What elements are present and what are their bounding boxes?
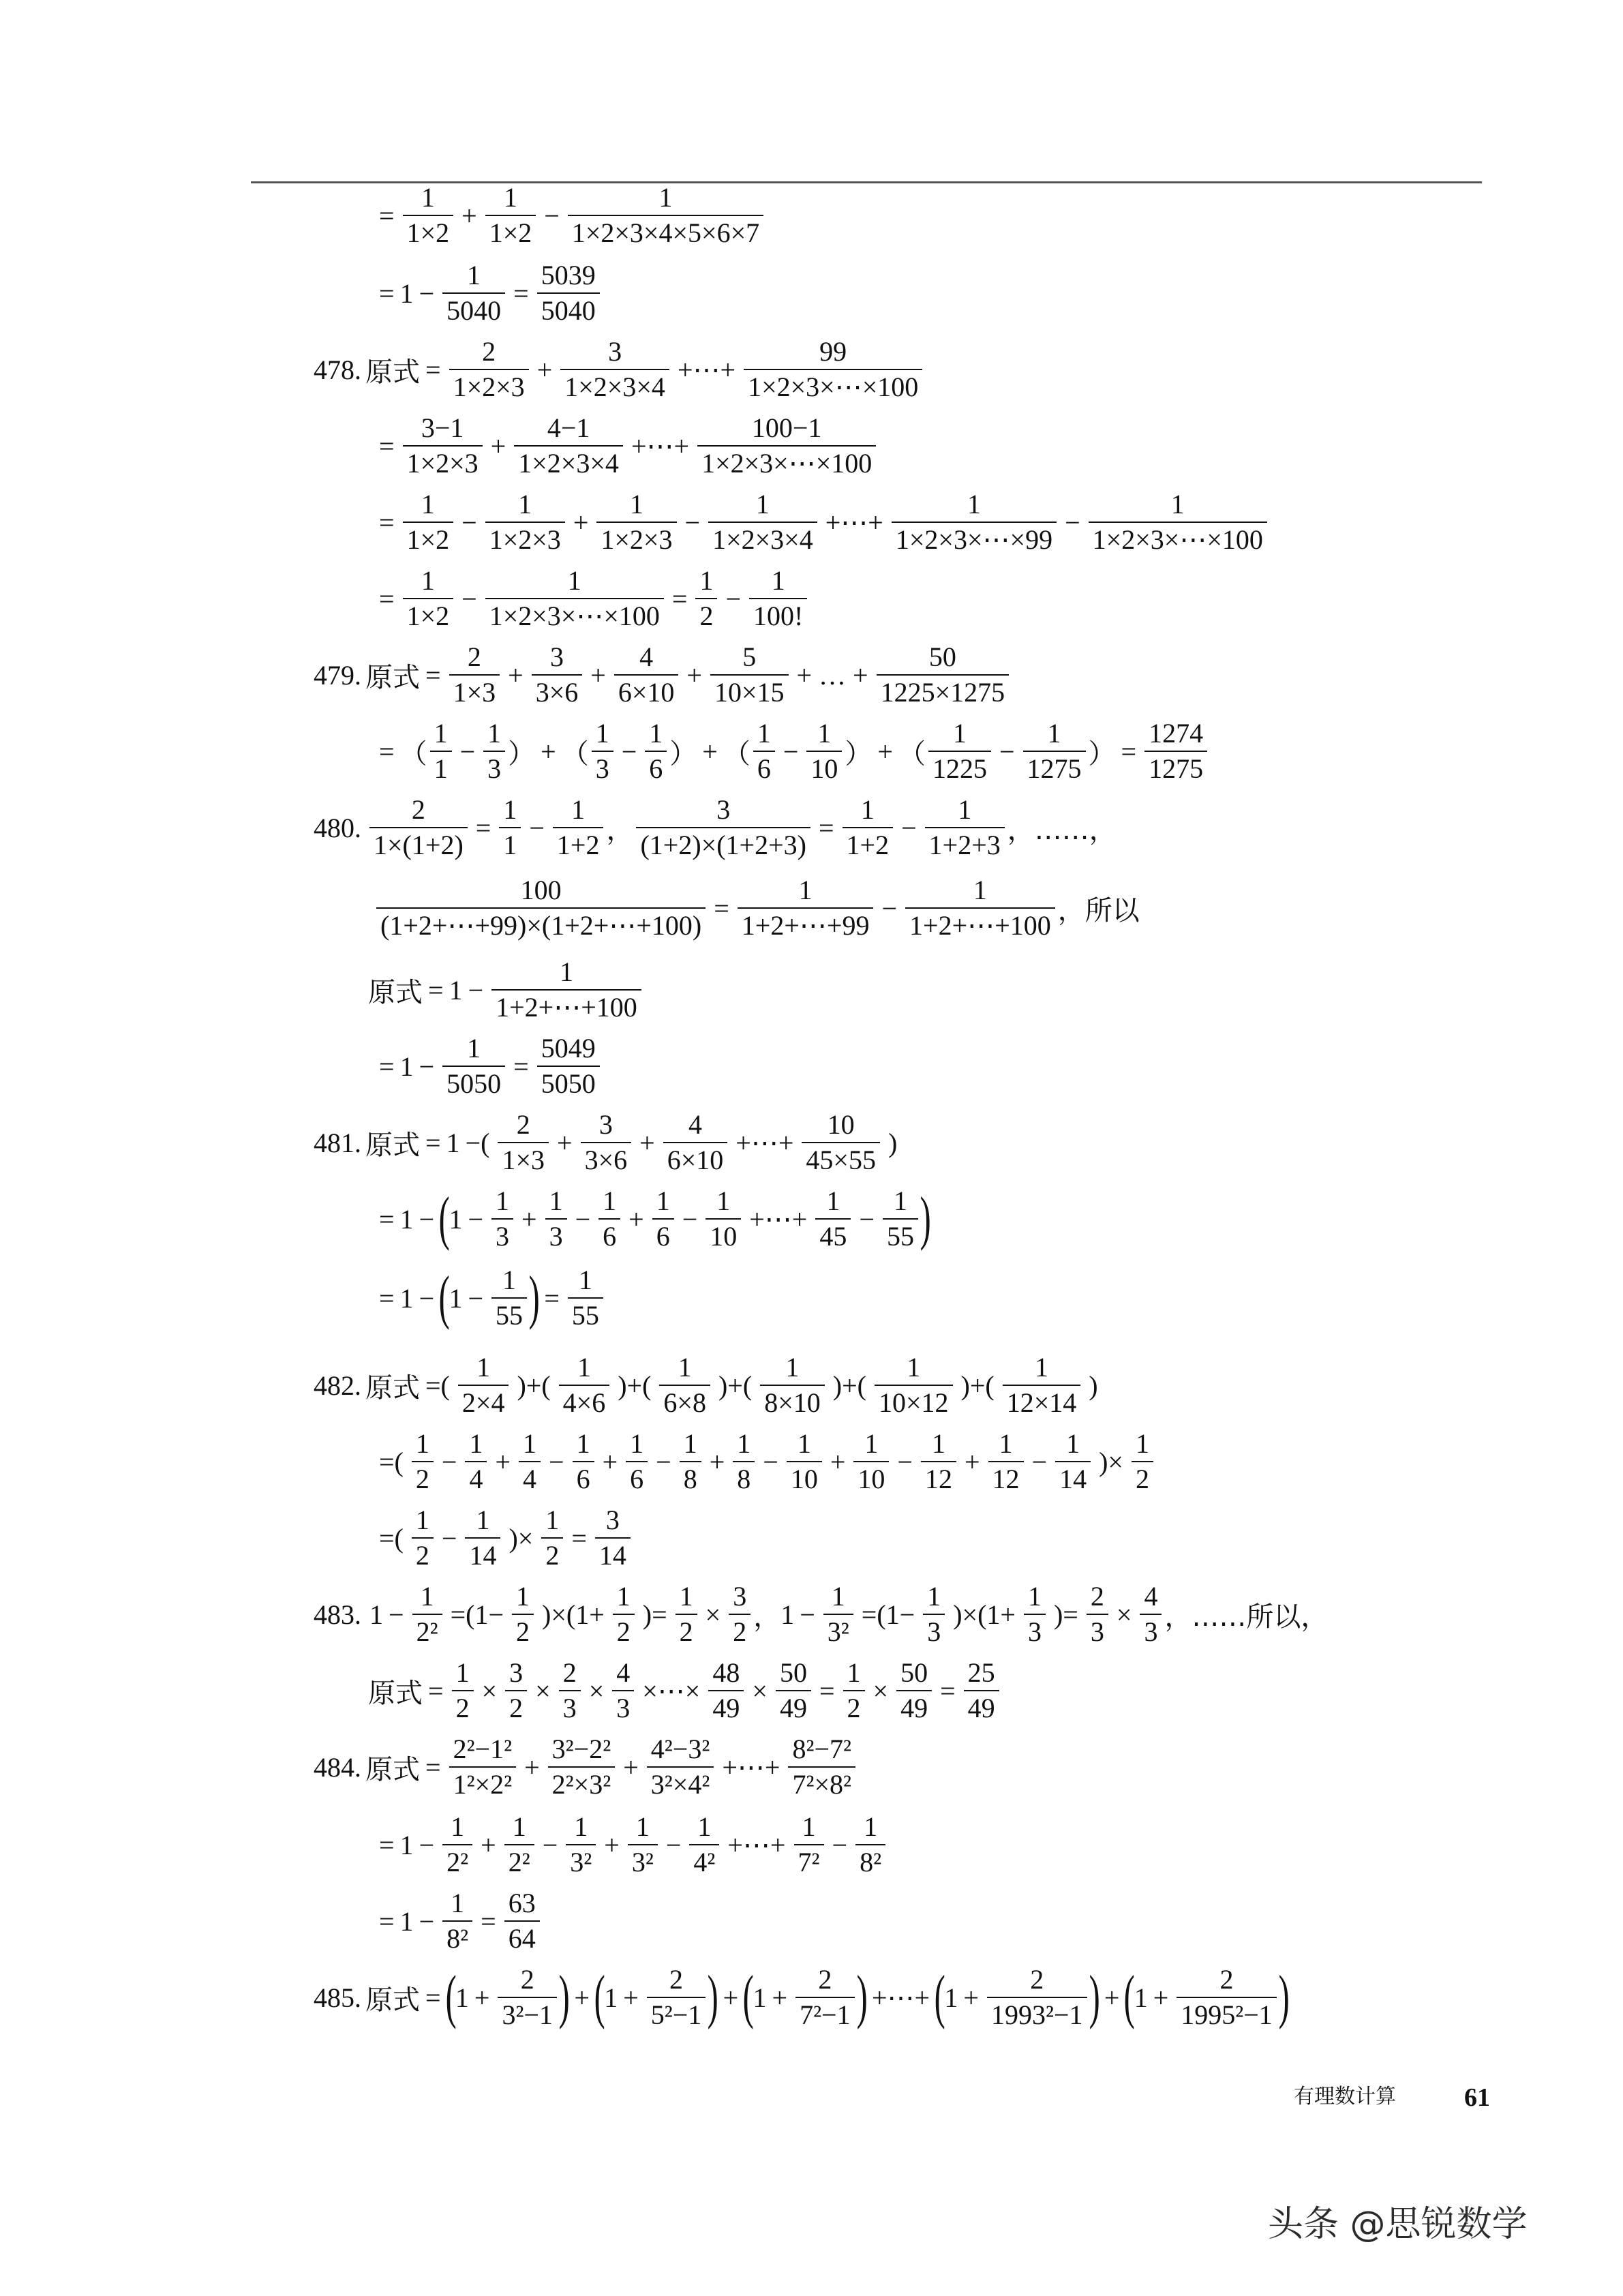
problem-number: 480. (314, 812, 361, 843)
label-yuanshi: 原式 (365, 1984, 420, 2016)
equation-line: = 1 − ( 1 − $\frac{1}{3}$ + $\frac{1}{3}$ − $\frac{1}{6}$ + $\frac{1}{6}$ − $\frac{1}{10}$ +⋯+ $\frac{1}{45}$ − $\frac{1}{55}$ ) (379, 1185, 931, 1252)
equation-line: =( $\frac{1}{2}$ − $\frac{1}{14}$ )× $\frac{1}{2}$ = $\frac{3}{14}$ (374, 1505, 633, 1571)
equation-line: = 1 − $\frac{1}{5040}$ = $\frac{5039}{5040}$ (374, 260, 603, 326)
problem-480: 480. $\frac{2}{1\times(1+2)}$ = $\frac{1}{1}$ − $\frac{1}{1+2}$ ， $\frac{3}{(1+2)\times(1+2+3)}$ = $\frac{1}{1+2}$ − $\frac{1}{1+2+3}$ ，……， (314, 794, 1117, 860)
watermark: 头条 @思锐数学 (1268, 2204, 1528, 2245)
problem-number: 479. (314, 659, 361, 691)
label-yuanshi: 原式 (365, 1372, 420, 1404)
problem-number: 483. (314, 1599, 361, 1630)
equation-line: = $\frac{1}{1\times 2}$ + $\frac{1}{1\times 2}$ − $\frac{1}{1\times 2\times 3\times 4\times 5\times 6\times 7}$ (374, 183, 766, 248)
equation-line: 原式 = $\frac{1}{2}$ × $\frac{3}{2}$ × $\frac{2}{3}$ × $\frac{4}{3}$ ×⋯× $\frac{48}{49}$ × $\frac{50}{49}$ = $\frac{1}{2}$ × $\frac{50}{49}$ = $\frac{25}{49}$ (368, 1658, 1002, 1723)
equation-line: = 1 − ( 1 − $\frac{1}{55}$ ) = $\frac{1}{55}$ (374, 1265, 606, 1331)
label-yuanshi: 原式 (365, 356, 420, 388)
equation-line: = 1 − $\frac{1}{\text{8²}}$ = $\frac{63}{64}$ (374, 1888, 543, 1954)
problem-479: 479. 原式 = $\frac{2}{1\times 3}$ + $\frac{3}{3\times 6}$ + $\frac{4}{6\times 10}$ + $\frac{5}{10\times 15}$ + … + $\frac{50}{1225\times 1275}$ (314, 642, 1012, 708)
equation-line: = $\frac{1}{1\times 2}$ − $\frac{1}{1\times 2\times 3}$ + $\frac{1}{1\times 2\times 3}$ − $\frac{1}{1\times 2\times 3\times 4}$ +⋯+ $\frac{1}{1\times 2\times 3\times\cdots\times 99}$ − $\frac{1}{1\times 2\times 3\times\cdots\times 100}$ (374, 489, 1270, 555)
problem-number: 478. (314, 354, 361, 385)
label-yuanshi: 原式 (365, 1753, 420, 1785)
equation-line: =( $\frac{1}{2}$ − $\frac{1}{4}$ + $\frac{1}{4}$ − $\frac{1}{6}$ + $\frac{1}{6}$ − $\frac{1}{8}$ + $\frac{1}{8}$ − $\frac{1}{10}$ + $\frac{1}{10}$ − $\frac{1}{12}$ + $\frac{1}{12}$ − $\frac{1}{14}$ )× $\frac{1}{2}$ (374, 1429, 1156, 1494)
equation-line: = 1 − $\frac{1}{5050}$ = $\frac{5049}{5050}$ (374, 1033, 603, 1099)
problem-number: 484. (314, 1751, 361, 1783)
label-yuanshi: 原式 (368, 976, 423, 1008)
problem-484: 484. 原式 = $\frac{\text{2²−1²}}{\text{1²×2²}}$ + $\frac{\text{3²−2²}}{\text{2²×3²}}$ + $\frac{\text{4²−3²}}{\text{3²×4²}}$ +⋯+ $\frac{\text{8²−7²}}{\text{7²×8²}}$ (314, 1734, 858, 1800)
equation-line: = $\frac{1}{1\times 2}$ − $\frac{1}{1\times 2\times 3\times\cdots\times 100}$ = $\frac{1}{2}$ − $\frac{1}{100!}$ (374, 566, 810, 631)
problem-485: 485. 原式 = ( 1 + $\frac{2}{\text{3²−1}}$ ) + ( 1 + $\frac{2}{\text{5²−1}}$ ) + ( 1 + $\frac{2}{\text{7²−1}}$ ) +⋯+ ( 1 + $\frac{2}{\text{1993²−1}}$ ) + ( 1 + $\frac{2}{\text{1995²−1}}$ ) (314, 1964, 1290, 2030)
equation-line: 原式 = 1 − $\frac{1}{1+2+\cdots+100}$ (368, 957, 644, 1023)
equation-line: = （ $\frac{1}{1}$ − $\frac{1}{3}$ ） + （ $\frac{1}{3}$ − $\frac{1}{6}$ ） + （ $\frac{1}{6}$ − $\frac{1}{10}$ ） + （ $\frac{1}{1225}$ − $\frac{1}{1275}$ ） = $\frac{1274}{1275}$ (374, 719, 1210, 784)
problem-number: 482. (314, 1370, 361, 1401)
problem-483: 483. 1 − $\frac{1}{\text{2²}}$ =(1− $\frac{1}{2}$ )×(1+ $\frac{1}{2}$ )= $\frac{1}{2}$ × $\frac{3}{2}$ ， 1 − $\frac{1}{\text{3²}}$ =(1− $\frac{1}{3}$ )×(1+ $\frac{1}{3}$ )= $\frac{2}{3}$ × $\frac{4}{3}$ ，……所以， (314, 1581, 1329, 1647)
footer-section-title: 有理数计算 (1294, 2085, 1396, 2109)
problem-number: 481. (314, 1127, 361, 1158)
label-yuanshi: 原式 (365, 661, 420, 693)
problem-482: 482. 原式 =( $\frac{1}{2\times 4}$ )+( $\frac{1}{4\times 6}$ )+( $\frac{1}{6\times 8}$ )+( $\frac{1}{8\times 10}$ )+( $\frac{1}{10\times 12}$ )+( $\frac{1}{12\times 14}$ ) (314, 1352, 1098, 1418)
equation-line: = 1 − $\frac{1}{\text{2²}}$ + $\frac{1}{\text{2²}}$ − $\frac{1}{\text{3²}}$ + $\frac{1}{\text{3²}}$ − $\frac{1}{\text{4²}}$ +⋯+ $\frac{1}{\text{7²}}$ − $\frac{1}{\text{8²}}$ (374, 1812, 888, 1877)
problem-478: 478. 原式 = $\frac{2}{1\times 2\times 3}$ + $\frac{3}{1\times 2\times 3\times 4}$ +⋯+ $\frac{99}{1\times 2\times 3\times\cdots\times 100}$ (314, 337, 925, 402)
equation-line: = $\frac{3-1}{1\times 2\times 3}$ + $\frac{4-1}{1\times 2\times 3\times 4}$ +⋯+ $\frac{100-1}{1\times 2\times 3\times\cdots\times 100}$ (374, 413, 879, 479)
equation-line: $\frac{100}{(1+2+\cdots+99)\times(1+2+\cdots+100)}$ = $\frac{1}{1+2+\cdots+99}$ − $\frac{1}{1+2+\cdots+100}$ ，所以 (374, 875, 1140, 941)
label-yuanshi: 原式 (365, 1129, 420, 1161)
problem-481: 481. 原式 = 1 −( $\frac{2}{1\times 3}$ + $\frac{3}{3\times 6}$ + $\frac{4}{6\times 10}$ +⋯+ $\frac{10}{45\times 55}$ ) (314, 1109, 898, 1175)
problem-number: 485. (314, 1982, 361, 2013)
page-number: 61 (1464, 2083, 1490, 2112)
label-yuanshi: 原式 (368, 1677, 423, 1709)
